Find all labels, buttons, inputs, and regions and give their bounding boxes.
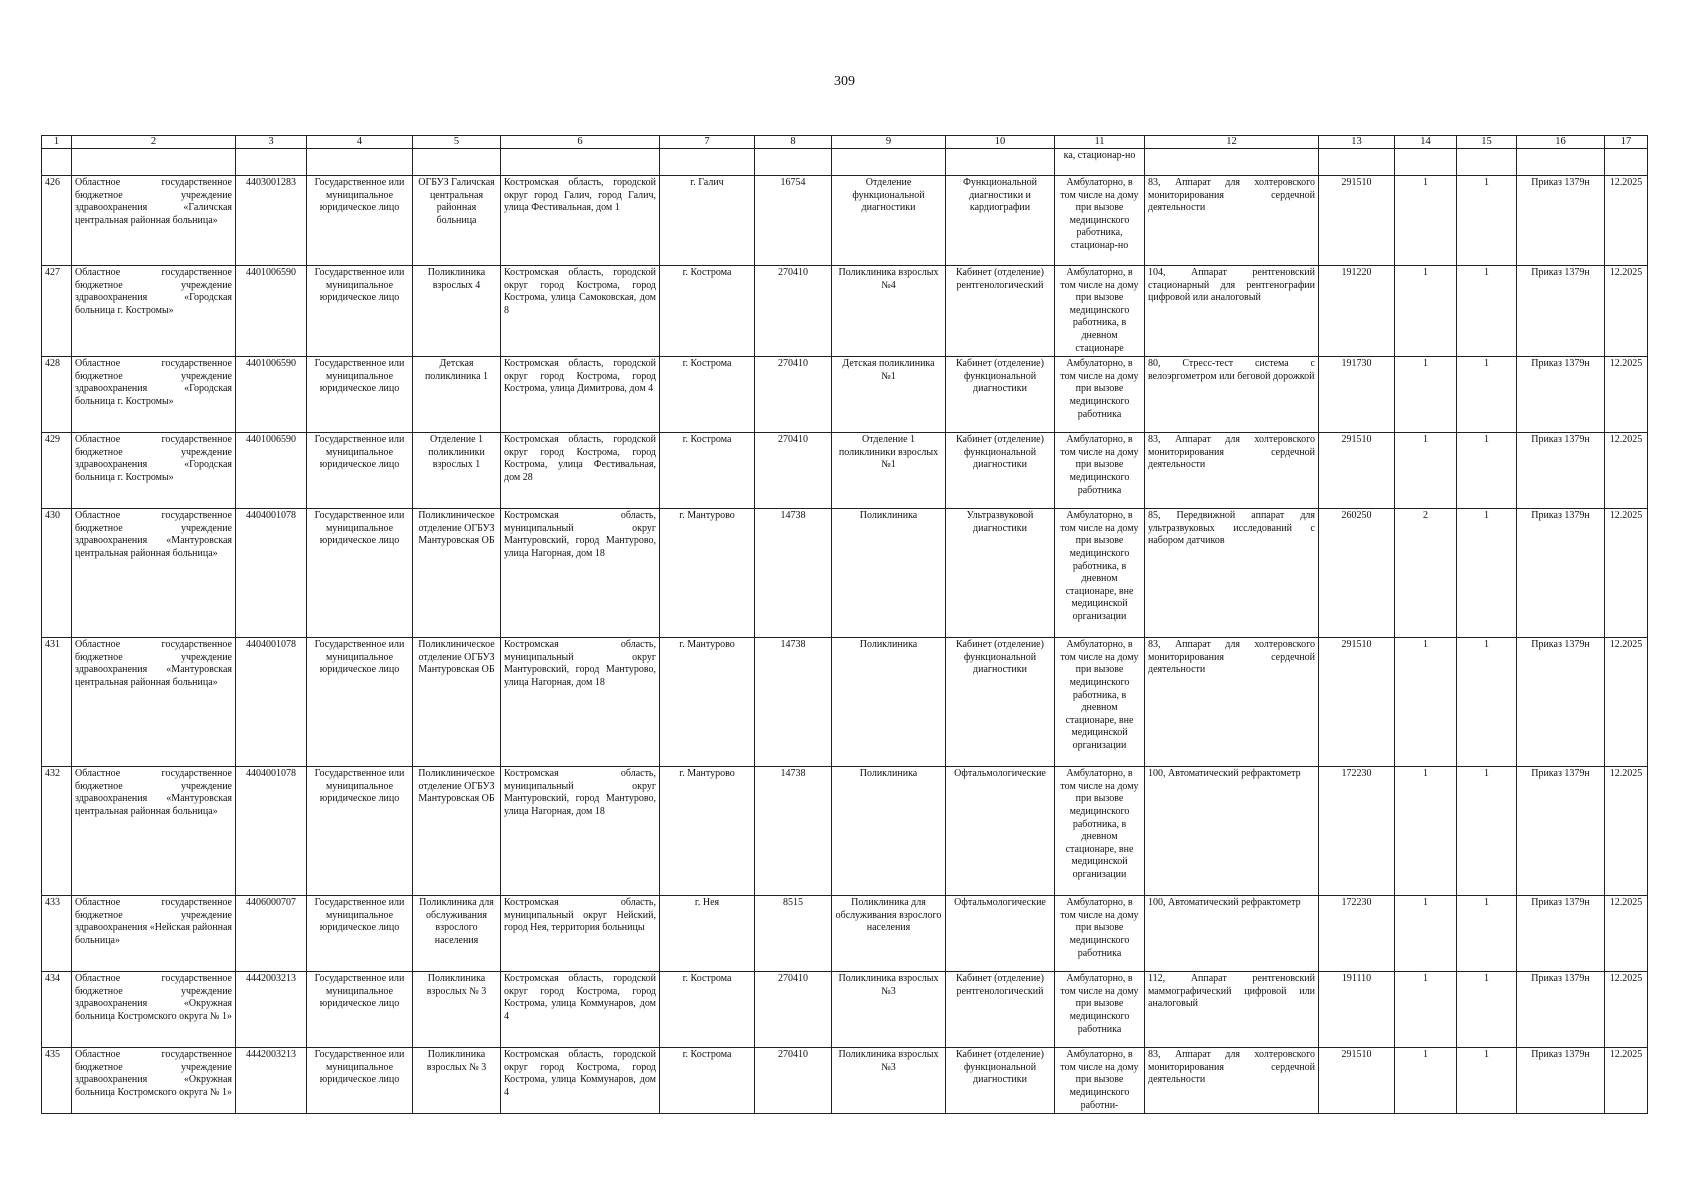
cell-inn: 4404001078 (236, 638, 307, 767)
cell-population: 14738 (755, 509, 832, 638)
cell-equipment-code: 191730 (1319, 357, 1395, 433)
cell-legal-form: Государственное или муниципальное юридическое лицо (307, 972, 413, 1048)
cell-locality: г. Кострома (660, 972, 755, 1048)
cell-locality: г. Мантурово (660, 638, 755, 767)
cell-row-number: 429 (42, 433, 72, 509)
cell-deadline: 12.2025 (1605, 266, 1648, 357)
header-cell: 3 (236, 136, 307, 149)
cell-order: Приказ 1379н (1517, 896, 1605, 972)
header-cell: 6 (501, 136, 660, 149)
cell-quantity-supplied: 1 (1457, 266, 1517, 357)
cell-equipment-code: 291510 (1319, 176, 1395, 266)
cell-short-name: Поликлиническое отделение ОГБУЗ Мантуровская ОБ (413, 767, 501, 896)
table-row (42, 509, 1648, 638)
cell-order: Приказ 1379н (1517, 638, 1605, 767)
cell-equipment: 83, Аппарат для холтеровского мониторирования сердечной деятельности (1145, 638, 1319, 767)
cell-order: Приказ 1379н (1517, 1048, 1605, 1114)
cell-short-name: Отделение 1 поликлиники взрослых 1 (413, 433, 501, 509)
cell-department: Кабинет (отделение) рентгенологический (946, 972, 1055, 1048)
cell-subdivision: Поликлиника для обслуживания взрослого населения (832, 896, 946, 972)
cell-short-name: Поликлиника взрослых № 3 (413, 972, 501, 1048)
cell-quantity: 1 (1395, 1048, 1457, 1114)
cell-equipment-code: 191110 (1319, 972, 1395, 1048)
cell-equipment-code: 172230 (1319, 896, 1395, 972)
continuation-row (42, 149, 1648, 176)
cell-address: Костромская область, городской округ город Кострома, город Кострома, улица Фестивальная, дом 28 (501, 433, 660, 509)
cell-department: Ультразвуковой диагностики (946, 509, 1055, 638)
cell-legal-form: Государственное или муниципальное юридическое лицо (307, 896, 413, 972)
cell-address: Костромская область, муниципальный округ Нейский, город Нея, территория больницы (501, 896, 660, 972)
cell-quantity: 1 (1395, 357, 1457, 433)
cell-locality: г. Кострома (660, 1048, 755, 1114)
header-cell: 1 (42, 136, 72, 149)
cell-row-number: 434 (42, 972, 72, 1048)
cell-address: Костромская область, муниципальный округ Мантуровский, город Мантурово, улица Нагорная, дом 18 (501, 767, 660, 896)
cell-inn: 4401006590 (236, 266, 307, 357)
cell-row-number: 431 (42, 638, 72, 767)
cell-department: Офтальмологические (946, 767, 1055, 896)
cell-short-name: Поликлиническое отделение ОГБУЗ Мантуровская ОБ (413, 638, 501, 767)
column-number-row (42, 136, 1648, 149)
cell-quantity: 1 (1395, 433, 1457, 509)
cell-subdivision: Поликлиника (832, 509, 946, 638)
cell-equipment: 104, Аппарат рентгеновский стационарный для рентгенографии цифровой или аналоговый (1145, 266, 1319, 357)
cell-population: 270410 (755, 1048, 832, 1114)
cell-equipment-code: 291510 (1319, 638, 1395, 767)
cell-quantity: 1 (1395, 972, 1457, 1048)
cell-quantity-supplied: 1 (1457, 509, 1517, 638)
cell-address: Костромская область, городской округ город Кострома, город Кострома, улица Коммунаров, дом 4 (501, 1048, 660, 1114)
cell-quantity-supplied: 1 (1457, 896, 1517, 972)
cell-deadline: 12.2025 (1605, 433, 1648, 509)
equipment-registry-table (41, 135, 1648, 1114)
cell-subdivision: Поликлиника (832, 638, 946, 767)
cell-legal-form: Государственное или муниципальное юридическое лицо (307, 433, 413, 509)
cell-population: 14738 (755, 638, 832, 767)
cell-address: Костромская область, городской округ город Кострома, город Кострома, улица Димитрова, дом 4 (501, 357, 660, 433)
cell-population: 14738 (755, 767, 832, 896)
cell-quantity: 1 (1395, 266, 1457, 357)
cell-legal-form: Государственное или муниципальное юридическое лицо (307, 357, 413, 433)
cell-equipment-code: 191220 (1319, 266, 1395, 357)
cell-organization-name: Областное государственное бюджетное учреждение здравоохранения «Окружная больница Костромского округа № 1» (72, 972, 236, 1048)
cell-inn: 4406000707 (236, 896, 307, 972)
cell-locality: г. Мантурово (660, 767, 755, 896)
table-row (42, 176, 1648, 266)
cell-deadline: 12.2025 (1605, 1048, 1648, 1114)
cell-care-form: Амбулаторно, в том числе на дому при вызове медицинского работника, в дневном стационаре, вне медицинской организации (1055, 509, 1145, 638)
cell-quantity: 2 (1395, 509, 1457, 638)
cell-organization-name: Областное государственное бюджетное учреждение здравоохранения «Нейская районная больница» (72, 896, 236, 972)
cell-row-number: 432 (42, 767, 72, 896)
cell-subdivision: Поликлиника взрослых №3 (832, 972, 946, 1048)
cell-equipment: 80, Стресс-тест система с велоэргометром или беговой дорожкой (1145, 357, 1319, 433)
cell-order: Приказ 1379н (1517, 767, 1605, 896)
cell-department: Кабинет (отделение) функциональной диагностики (946, 638, 1055, 767)
cell-deadline: 12.2025 (1605, 767, 1648, 896)
cell-inn: 4442003213 (236, 1048, 307, 1114)
cell-equipment: 85, Передвижной аппарат для ультразвуковых исследований с набором датчиков (1145, 509, 1319, 638)
cell-population: 270410 (755, 972, 832, 1048)
cell-equipment: 100, Автоматический рефрактометр (1145, 767, 1319, 896)
cell-population: 270410 (755, 433, 832, 509)
table-row (42, 896, 1648, 972)
cell-care-form: Амбулаторно, в том числе на дому при вызове медицинского работника, стационар-но (1055, 176, 1145, 266)
cell-deadline: 12.2025 (1605, 638, 1648, 767)
cell-address: Костромская область, городской округ город Галич, город Галич, улица Фестивальная, дом 1 (501, 176, 660, 266)
cell-order: Приказ 1379н (1517, 176, 1605, 266)
cell-inn: 4401006590 (236, 357, 307, 433)
cell-equipment-code: 291510 (1319, 1048, 1395, 1114)
cell-population: 270410 (755, 266, 832, 357)
cell-population: 270410 (755, 357, 832, 433)
cell-organization-name: Областное государственное бюджетное учреждение здравоохранения «Галичская центральная районная больница» (72, 176, 236, 266)
cell-quantity-supplied: 1 (1457, 433, 1517, 509)
header-cell: 11 (1055, 136, 1145, 149)
table-row (42, 767, 1648, 896)
header-cell: 14 (1395, 136, 1457, 149)
table-row (42, 266, 1648, 357)
header-cell: 2 (72, 136, 236, 149)
cell-order: Приказ 1379н (1517, 433, 1605, 509)
table-row (42, 1048, 1648, 1114)
cell-subdivision: Поликлиника взрослых №3 (832, 1048, 946, 1114)
cell-locality: г. Нея (660, 896, 755, 972)
cell-short-name: Поликлиника взрослых № 3 (413, 1048, 501, 1114)
cell-organization-name: Областное государственное бюджетное учреждение здравоохранения «Окружная больница Костромского округа № 1» (72, 1048, 236, 1114)
cell-row-number: 435 (42, 1048, 72, 1114)
cell-order: Приказ 1379н (1517, 357, 1605, 433)
cell-deadline: 12.2025 (1605, 357, 1648, 433)
cell-equipment: 83, Аппарат для холтеровского мониторирования сердечной деятельности (1145, 176, 1319, 266)
cell-equipment: 83, Аппарат для холтеровского мониторирования сердечной деятельности (1145, 1048, 1319, 1114)
cell-care-form: Амбулаторно, в том числе на дому при вызове медицинского работни- (1055, 1048, 1145, 1114)
cell-inn: 4404001078 (236, 767, 307, 896)
cell-quantity-supplied: 1 (1457, 176, 1517, 266)
cell-order: Приказ 1379н (1517, 509, 1605, 638)
cell-short-name: Детская поликлиника 1 (413, 357, 501, 433)
page-number: 309 (834, 74, 855, 89)
cell-address: Костромская область, городской округ город Кострома, город Кострома, улица Коммунаров, дом 4 (501, 972, 660, 1048)
cell-address: Костромская область, городской округ город Кострома, город Кострома, улица Самоковская, дом 8 (501, 266, 660, 357)
cell-row-number: 433 (42, 896, 72, 972)
cell-care-form: Амбулаторно, в том числе на дому при вызове медицинского работника, в дневном стационаре, вне медицинской организации (1055, 638, 1145, 767)
cell-care-form: Амбулаторно, в том числе на дому при вызове медицинского работника (1055, 433, 1145, 509)
cell-short-name: Поликлиника для обслуживания взрослого населения (413, 896, 501, 972)
cell-equipment: 112, Аппарат рентгеновский маммографический цифровой или аналоговый (1145, 972, 1319, 1048)
cell-deadline: 12.2025 (1605, 972, 1648, 1048)
header-cell: 10 (946, 136, 1055, 149)
table-row (42, 357, 1648, 433)
cell-locality: г. Кострома (660, 357, 755, 433)
cell-department: Кабинет (отделение) рентгенологический (946, 266, 1055, 357)
cell-quantity: 1 (1395, 176, 1457, 266)
cell-quantity: 1 (1395, 638, 1457, 767)
cell-legal-form: Государственное или муниципальное юридическое лицо (307, 1048, 413, 1114)
cell-quantity-supplied: 1 (1457, 972, 1517, 1048)
cell-address: Костромская область, муниципальный округ Мантуровский, город Мантурово, улица Нагорная, дом 18 (501, 638, 660, 767)
cell-department: Офтальмологические (946, 896, 1055, 972)
header-cell: 15 (1457, 136, 1517, 149)
cell-legal-form: Государственное или муниципальное юридическое лицо (307, 509, 413, 638)
cell-care-form: ка, стационар-но (1055, 149, 1145, 176)
cell-short-name: Поликлиническое отделение ОГБУЗ Мантуровская ОБ (413, 509, 501, 638)
cell-quantity-supplied: 1 (1457, 638, 1517, 767)
header-cell: 16 (1517, 136, 1605, 149)
cell-inn: 4404001078 (236, 509, 307, 638)
header-cell: 4 (307, 136, 413, 149)
cell-subdivision: Отделение функциональной диагностики (832, 176, 946, 266)
cell-department: Кабинет (отделение) функциональной диагностики (946, 1048, 1055, 1114)
cell-equipment-code: 291510 (1319, 433, 1395, 509)
cell-row-number: 430 (42, 509, 72, 638)
cell-equipment: 83, Аппарат для холтеровского мониторирования сердечной деятельности (1145, 433, 1319, 509)
cell-department: Кабинет (отделение) функциональной диагностики (946, 357, 1055, 433)
cell-care-form: Амбулаторно, в том числе на дому при вызове медицинского работника (1055, 357, 1145, 433)
cell-quantity: 1 (1395, 896, 1457, 972)
cell-legal-form: Государственное или муниципальное юридическое лицо (307, 638, 413, 767)
cell-short-name: Поликлиника взрослых 4 (413, 266, 501, 357)
header-cell: 8 (755, 136, 832, 149)
cell-legal-form: Государственное или муниципальное юридическое лицо (307, 176, 413, 266)
cell-care-form: Амбулаторно, в том числе на дому при вызове медицинского работника, в дневном стационаре, вне медицинской организации (1055, 767, 1145, 896)
cell-legal-form: Государственное или муниципальное юридическое лицо (307, 266, 413, 357)
cell-subdivision: Поликлиника (832, 767, 946, 896)
table-row (42, 433, 1648, 509)
cell-deadline: 12.2025 (1605, 176, 1648, 266)
cell-organization-name: Областное государственное бюджетное учреждение здравоохранения «Мантуровская центральная районная больница» (72, 767, 236, 896)
cell-quantity-supplied: 1 (1457, 1048, 1517, 1114)
cell-legal-form: Государственное или муниципальное юридическое лицо (307, 767, 413, 896)
cell-quantity-supplied: 1 (1457, 767, 1517, 896)
header-cell: 17 (1605, 136, 1648, 149)
cell-organization-name: Областное государственное бюджетное учреждение здравоохранения «Городская больница г. Костромы» (72, 433, 236, 509)
cell-locality: г. Кострома (660, 433, 755, 509)
cell-organization-name: Областное государственное бюджетное учреждение здравоохранения «Городская больница г. Костромы» (72, 266, 236, 357)
table-row (42, 638, 1648, 767)
cell-locality: г. Кострома (660, 266, 755, 357)
cell-equipment-code: 172230 (1319, 767, 1395, 896)
cell-equipment-code: 260250 (1319, 509, 1395, 638)
header-cell: 13 (1319, 136, 1395, 149)
cell-inn: 4401006590 (236, 433, 307, 509)
header-cell: 12 (1145, 136, 1319, 149)
cell-locality: г. Мантурово (660, 509, 755, 638)
cell-row-number: 428 (42, 357, 72, 433)
cell-deadline: 12.2025 (1605, 509, 1648, 638)
cell-short-name: ОГБУЗ Галичская центральная районная больница (413, 176, 501, 266)
cell-organization-name: Областное государственное бюджетное учреждение здравоохранения «Городская больница г. Костромы» (72, 357, 236, 433)
cell-care-form: Амбулаторно, в том числе на дому при вызове медицинского работника (1055, 896, 1145, 972)
cell-address: Костромская область, муниципальный округ Мантуровский, город Мантурово, улица Нагорная, дом 18 (501, 509, 660, 638)
cell-care-form: Амбулаторно, в том числе на дому при вызове медицинского работника, в дневном стационаре (1055, 266, 1145, 357)
table-row (42, 972, 1648, 1048)
cell-order: Приказ 1379н (1517, 266, 1605, 357)
cell-locality: г. Галич (660, 176, 755, 266)
cell-row-number: 427 (42, 266, 72, 357)
cell-organization-name: Областное государственное бюджетное учреждение здравоохранения «Мантуровская центральная районная больница» (72, 509, 236, 638)
cell-department: Кабинет (отделение) функциональной диагностики (946, 433, 1055, 509)
cell-row-number: 426 (42, 176, 72, 266)
cell-population: 8515 (755, 896, 832, 972)
cell-subdivision: Детская поликлиника №1 (832, 357, 946, 433)
cell-quantity-supplied: 1 (1457, 357, 1517, 433)
header-cell: 9 (832, 136, 946, 149)
cell-care-form: Амбулаторно, в том числе на дому при вызове медицинского работника (1055, 972, 1145, 1048)
cell-order: Приказ 1379н (1517, 972, 1605, 1048)
cell-subdivision: Поликлиника взрослых №4 (832, 266, 946, 357)
cell-subdivision: Отделение 1 поликлиники взрослых №1 (832, 433, 946, 509)
header-cell: 7 (660, 136, 755, 149)
cell-quantity: 1 (1395, 767, 1457, 896)
header-cell: 5 (413, 136, 501, 149)
cell-population: 16754 (755, 176, 832, 266)
cell-inn: 4403001283 (236, 176, 307, 266)
cell-equipment: 100, Автоматический рефрактометр (1145, 896, 1319, 972)
cell-deadline: 12.2025 (1605, 896, 1648, 972)
cell-inn: 4442003213 (236, 972, 307, 1048)
cell-organization-name: Областное государственное бюджетное учреждение здравоохранения «Мантуровская центральная районная больница» (72, 638, 236, 767)
cell-department: Функциональной диагностики и кардиографии (946, 176, 1055, 266)
